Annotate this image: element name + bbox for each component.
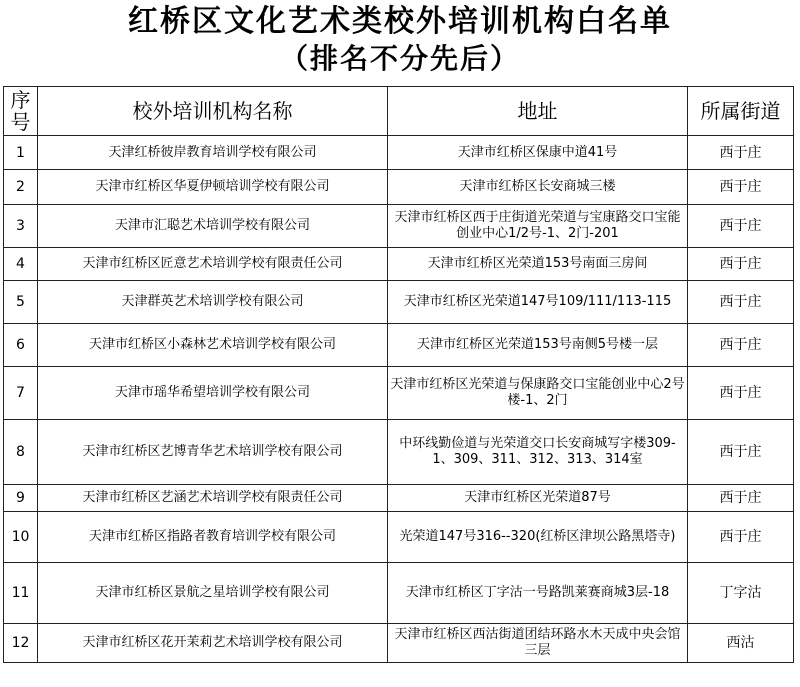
page-title: 红桥区文化艺术类校外培训机构白名单	[128, 4, 672, 39]
column-header-no-line1: 序	[10, 88, 31, 112]
cell-name: 天津市红桥区艺涵艺术培训学校有限责任公司	[38, 485, 388, 512]
cell-address: 光荣道147号316--320(红桥区津坝公路黑塔寺)	[388, 512, 688, 563]
cell-address: 天津市红桥区光荣道87号	[388, 485, 688, 512]
cell-street: 西于庄	[688, 281, 794, 324]
cell-name: 天津市红桥区艺博青华艺术培训学校有限公司	[38, 420, 388, 485]
cell-street: 西于庄	[688, 205, 794, 248]
cell-street: 西于庄	[688, 485, 794, 512]
table-row	[4, 248, 794, 281]
cell-name: 天津市红桥区指路者教育培训学校有限公司	[38, 512, 388, 563]
table-row	[4, 367, 794, 420]
cell-address: 中环线勤俭道与光荣道交口长安商城写字楼309-1、309、311、312、313、314室	[388, 420, 688, 485]
cell-no: 9	[4, 485, 38, 512]
table-row	[4, 485, 794, 512]
cell-address: 天津市红桥区光荣道153号南面三房间	[388, 248, 688, 281]
cell-no: 2	[4, 170, 38, 205]
cell-street: 西于庄	[688, 248, 794, 281]
cell-street: 西于庄	[688, 367, 794, 420]
cell-street: 西沽	[688, 624, 794, 663]
cell-no: 8	[4, 420, 38, 485]
table-row	[4, 512, 794, 563]
cell-name: 天津市汇聪艺术培训学校有限公司	[38, 205, 388, 248]
cell-name: 天津市红桥区匠意艺术培训学校有限责任公司	[38, 248, 388, 281]
cell-street: 西于庄	[688, 512, 794, 563]
column-header-no-line2: 号	[10, 110, 31, 134]
cell-no: 6	[4, 324, 38, 367]
cell-no: 10	[4, 512, 38, 563]
table-row	[4, 205, 794, 248]
cell-address: 天津市红桥区西沽街道团结环路水木天成中央会馆三层	[388, 624, 688, 663]
cell-no: 1	[4, 136, 38, 170]
cell-name: 天津市瑶华希望培训学校有限公司	[38, 367, 388, 420]
cell-no: 4	[4, 248, 38, 281]
table-row	[4, 624, 794, 663]
cell-address: 天津市红桥区光荣道147号109/111/113-115	[388, 281, 688, 324]
page-subtitle: （排名不分先后）	[279, 42, 520, 75]
cell-name: 天津红桥彼岸教育培训学校有限公司	[38, 136, 388, 170]
cell-no: 11	[4, 563, 38, 624]
column-header-name: 校外培训机构名称	[38, 87, 388, 136]
cell-name: 天津市红桥区花开茉莉艺术培训学校有限公司	[38, 624, 388, 663]
cell-street: 西于庄	[688, 324, 794, 367]
cell-name: 天津群英艺术培训学校有限公司	[38, 281, 388, 324]
cell-address: 天津市红桥区光荣道153号南侧5号楼一层	[388, 324, 688, 367]
cell-no: 12	[4, 624, 38, 663]
cell-address: 天津市红桥区长安商城三楼	[388, 170, 688, 205]
cell-address: 天津市红桥区丁字沽一号路凯莱赛商城3层-18	[388, 563, 688, 624]
table-row	[4, 563, 794, 624]
cell-street: 西于庄	[688, 420, 794, 485]
column-header-no	[4, 87, 38, 136]
table-header-row	[4, 87, 794, 136]
cell-address: 天津市红桥区保康中道41号	[388, 136, 688, 170]
cell-street: 西于庄	[688, 136, 794, 170]
cell-no: 7	[4, 367, 38, 420]
table-row	[4, 324, 794, 367]
cell-name: 天津市红桥区景航之星培训学校有限公司	[38, 563, 388, 624]
whitelist-table	[3, 86, 794, 663]
cell-street: 丁字沽	[688, 563, 794, 624]
table-row	[4, 420, 794, 485]
cell-no: 3	[4, 205, 38, 248]
cell-name: 天津市红桥区小森林艺术培训学校有限公司	[38, 324, 388, 367]
table-row	[4, 170, 794, 205]
table-row	[4, 136, 794, 170]
cell-street: 西于庄	[688, 170, 794, 205]
column-header-address: 地址	[388, 87, 688, 136]
cell-address: 天津市红桥区光荣道与保康路交口宝能创业中心2号楼-1、2门	[388, 367, 688, 420]
table-row	[4, 281, 794, 324]
cell-no: 5	[4, 281, 38, 324]
cell-name: 天津市红桥区华夏伊顿培训学校有限公司	[38, 170, 388, 205]
column-header-street: 所属街道	[688, 87, 794, 136]
cell-address: 天津市红桥区西于庄街道光荣道与宝康路交口宝能创业中心1/2号-1、2门-201	[388, 205, 688, 248]
